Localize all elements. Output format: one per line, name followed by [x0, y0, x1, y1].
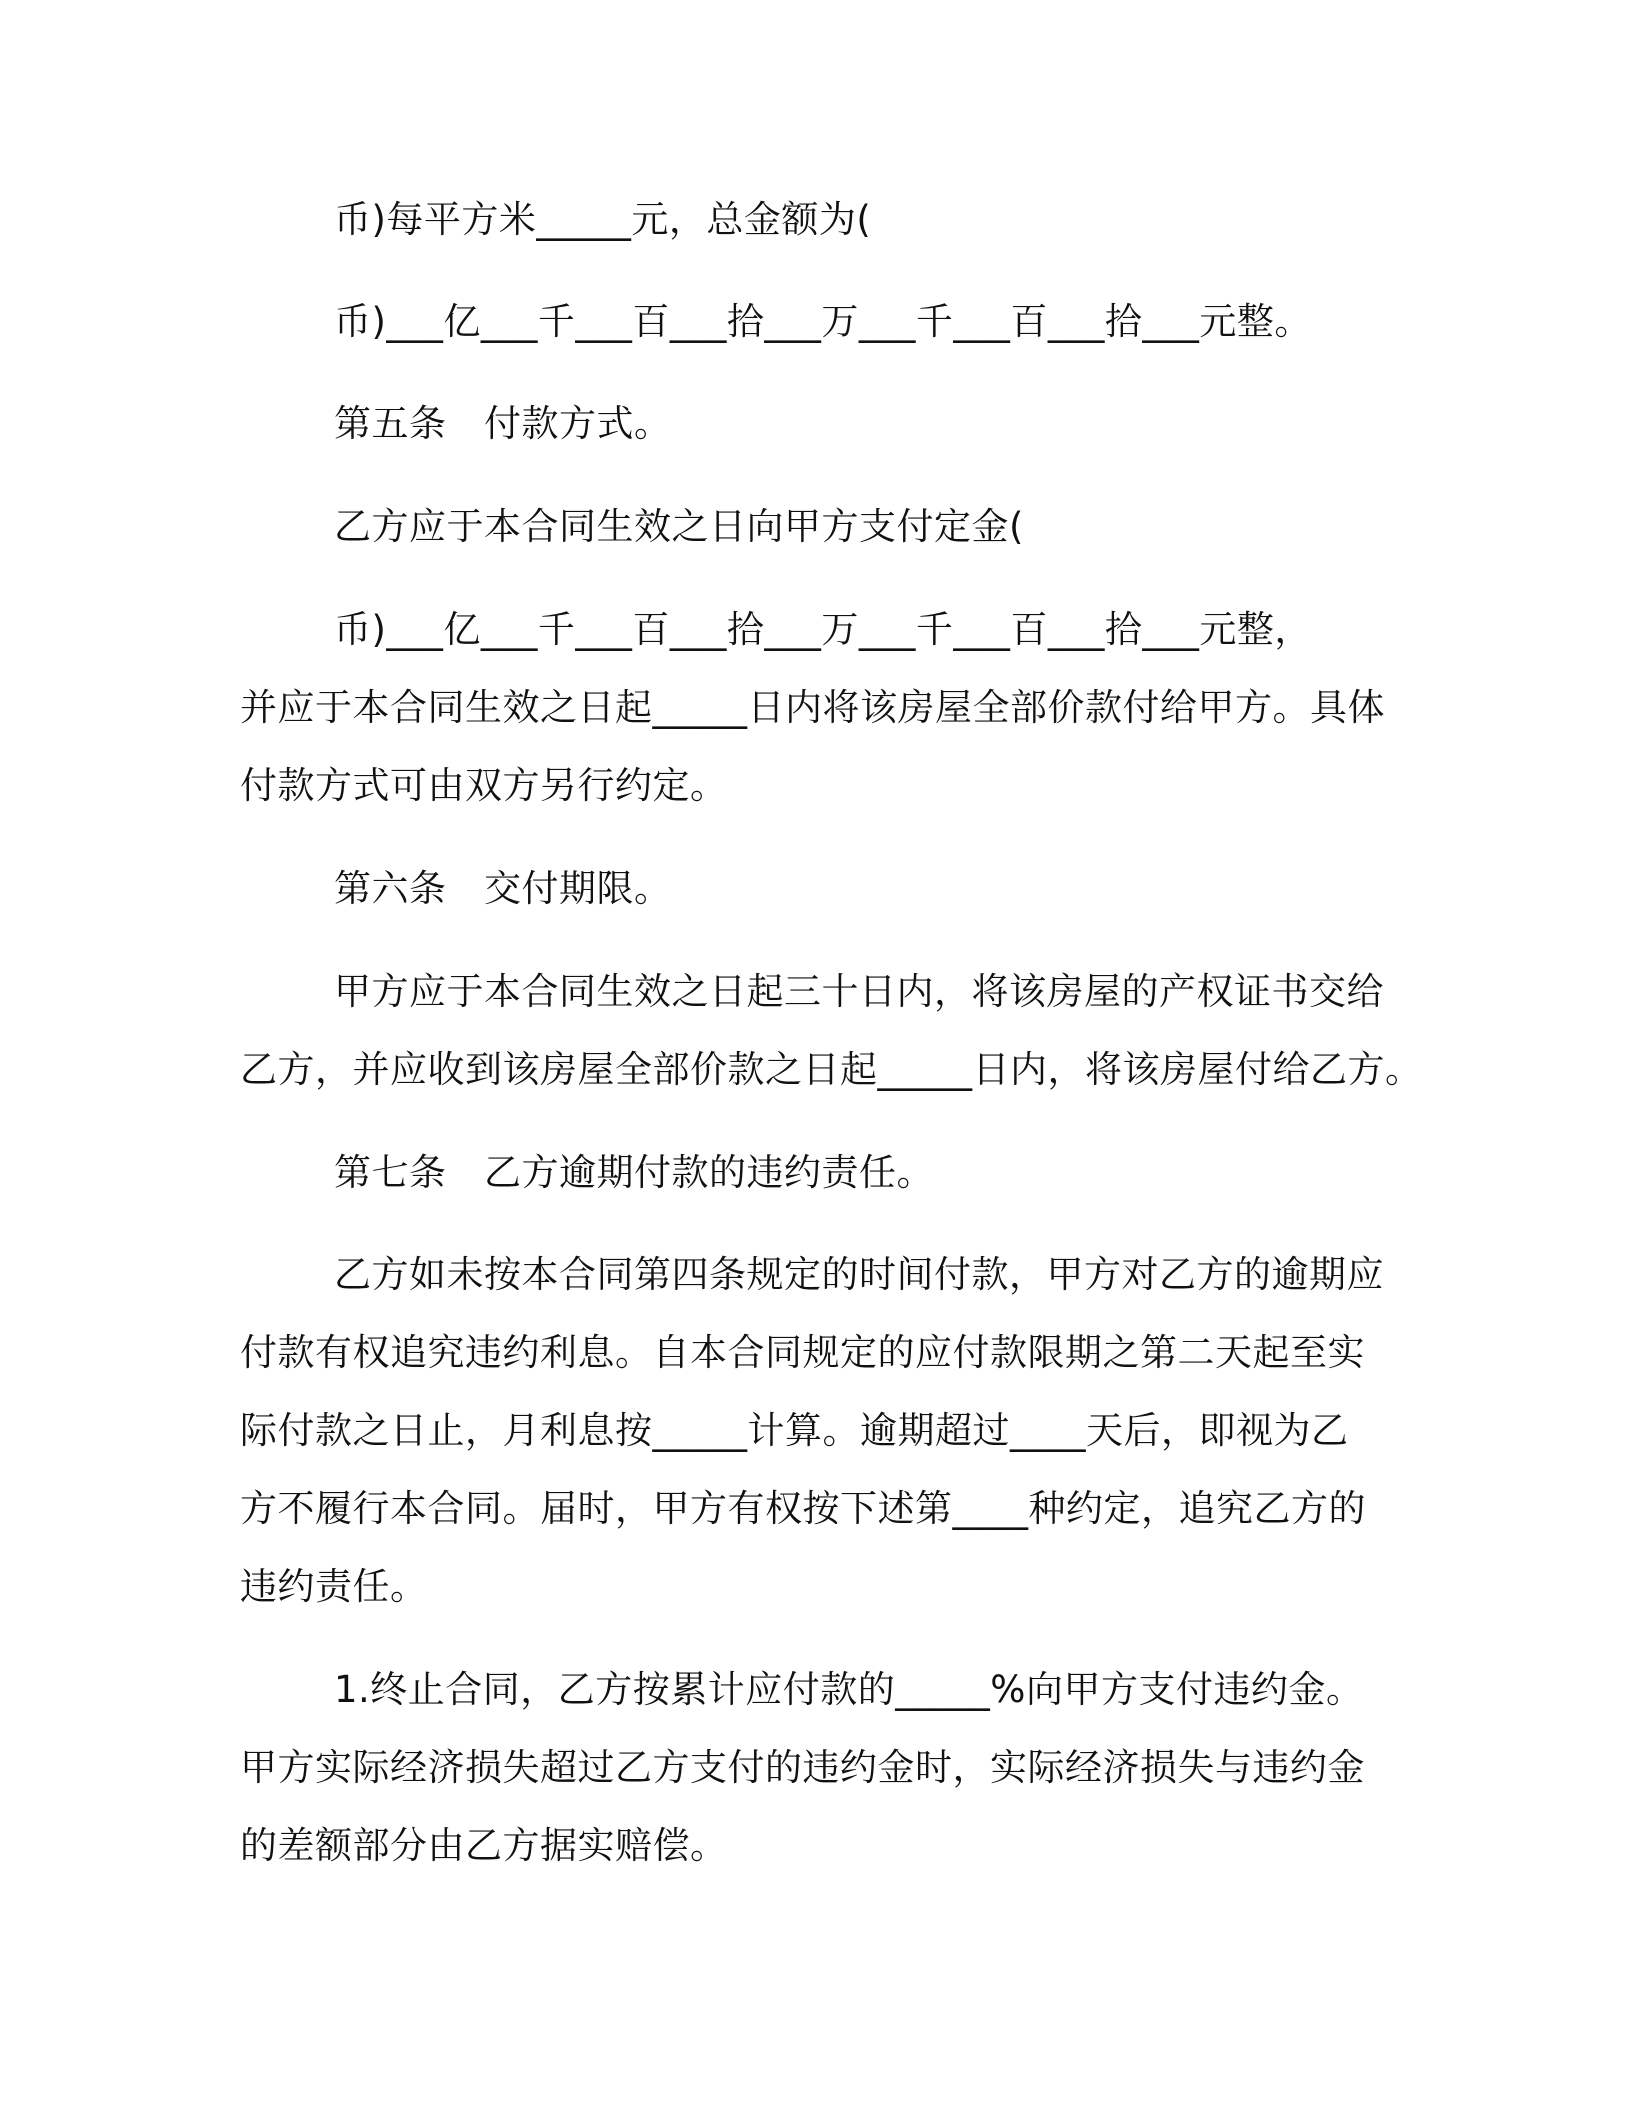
clause-1-line-3: 的差额部分由乙方据实赔偿。 [240, 1824, 728, 1867]
article-6-heading: 第六条 交付期限。 [334, 867, 672, 910]
clause-1-line-1: 1.终止合同，乙方按累计应付款的_____%向甲方支付违约金。 [334, 1668, 1364, 1711]
payment-deadline-line: 并应于本合同生效之日起_____日内将该房屋全部价款付给甲方。具体 [240, 686, 1385, 729]
delivery-line-2: 乙方，并应收到该房屋全部价款之日起_____日内，将该房屋付给乙方。 [240, 1048, 1423, 1091]
article-7-heading: 第七条 乙方逾期付款的违约责任。 [334, 1151, 934, 1194]
price-per-sqm-line: 币)每平方米_____元，总金额为( [334, 198, 872, 241]
total-amount-line: 币)___亿___千___百___拾___万___千___百___拾___元整。 [334, 300, 1312, 343]
late-payment-line-5: 违约责任。 [240, 1565, 428, 1608]
late-payment-line-4: 方不履行本合同。届时，甲方有权按下述第____种约定，追究乙方的 [240, 1487, 1366, 1530]
late-payment-line-1: 乙方如未按本合同第四条规定的时间付款，甲方对乙方的逾期应 [334, 1253, 1384, 1296]
late-payment-line-3: 际付款之日止，月利息按_____计算。逾期超过____天后，即视为乙 [240, 1409, 1349, 1452]
article-5-heading: 第五条 付款方式。 [334, 402, 672, 445]
deposit-amount-line: 币)___亿___千___百___拾___万___千___百___拾___元整， [334, 608, 1312, 651]
payment-method-line: 付款方式可由双方另行约定。 [240, 764, 728, 807]
clause-1-line-2: 甲方实际经济损失超过乙方支付的违约金时，实际经济损失与违约金 [240, 1746, 1365, 1789]
delivery-line-1: 甲方应于本合同生效之日起三十日内，将该房屋的产权证书交给 [334, 970, 1384, 1013]
late-payment-line-2: 付款有权追究违约利息。自本合同规定的应付款限期之第二天起至实 [240, 1331, 1365, 1374]
deposit-line: 乙方应于本合同生效之日向甲方支付定金( [334, 505, 1024, 548]
